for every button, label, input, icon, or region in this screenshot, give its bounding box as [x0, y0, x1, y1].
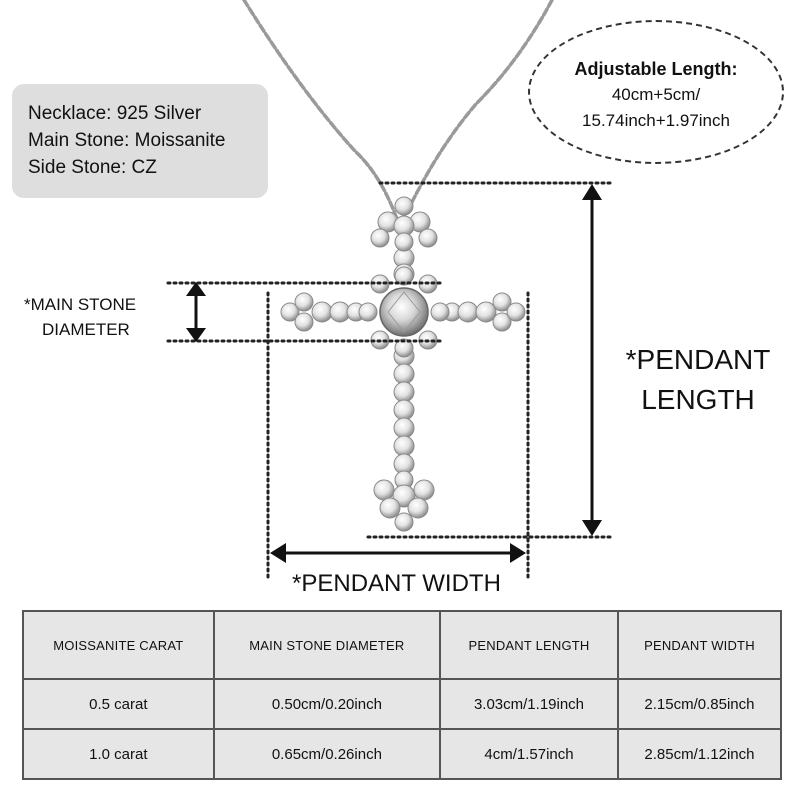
adjustable-length-metric: 40cm+5cm/	[611, 85, 701, 104]
pendant-length-label-line2: LENGTH	[641, 384, 755, 415]
dimension-guides	[168, 183, 612, 580]
table-row	[23, 729, 781, 779]
cell-carat: 0.5 carat	[23, 679, 214, 729]
table-header-row	[23, 611, 781, 679]
chain	[244, 0, 552, 222]
cell-carat: 1.0 carat	[23, 729, 214, 779]
cell-main-stone-diameter: 0.65cm/0.26inch	[214, 729, 440, 779]
adjustable-length-callout	[528, 20, 784, 164]
pendant-length-arrow	[582, 184, 602, 536]
cross-top-tip	[371, 197, 437, 251]
cross-pendant	[281, 197, 525, 531]
table-row	[23, 679, 781, 729]
main-stone-diameter-label-line1: *MAIN STONE	[24, 295, 137, 314]
header-main-stone-diameter: MAIN STONE DIAMETER	[214, 611, 440, 679]
pendant-width-arrow	[270, 543, 526, 563]
main-stone-diameter-label	[24, 292, 136, 342]
pendant-length-label-line1: *PENDANT	[625, 344, 771, 375]
pendant-width-label: *PENDANT WIDTH	[292, 570, 501, 597]
cell-main-stone-diameter: 0.50cm/0.20inch	[214, 679, 440, 729]
cross-left-arm	[281, 293, 365, 331]
main-stone	[380, 288, 428, 336]
main-stone-diameter-arrow	[186, 282, 206, 342]
cell-pendant-length: 3.03cm/1.19inch	[440, 679, 618, 729]
header-pendant-length: PENDANT LENGTH	[440, 611, 618, 679]
size-table	[22, 610, 782, 780]
cell-pendant-length: 4cm/1.57inch	[440, 729, 618, 779]
spec-necklace: Necklace: 925 Silver	[28, 103, 202, 124]
cross-right-arm	[443, 293, 525, 331]
pendant-length-label	[612, 340, 784, 420]
main-stone-diameter-label-line2: DIAMETER	[42, 320, 130, 339]
material-spec-box	[12, 84, 268, 198]
adjustable-length-imperial: 15.74inch+1.97inch	[582, 111, 730, 130]
adjustable-length-title: Adjustable Length:	[574, 59, 738, 79]
spec-main-stone: Main Stone: Moissanite	[28, 130, 226, 151]
header-moissanite-carat: MOISSANITE CARAT	[23, 611, 214, 679]
cell-pendant-width: 2.15cm/0.85inch	[618, 679, 781, 729]
spec-side-stone: Side Stone: CZ	[28, 157, 157, 178]
header-pendant-width: PENDANT WIDTH	[618, 611, 781, 679]
cell-pendant-width: 2.85cm/1.12inch	[618, 729, 781, 779]
cross-bottom-tip	[374, 471, 434, 531]
